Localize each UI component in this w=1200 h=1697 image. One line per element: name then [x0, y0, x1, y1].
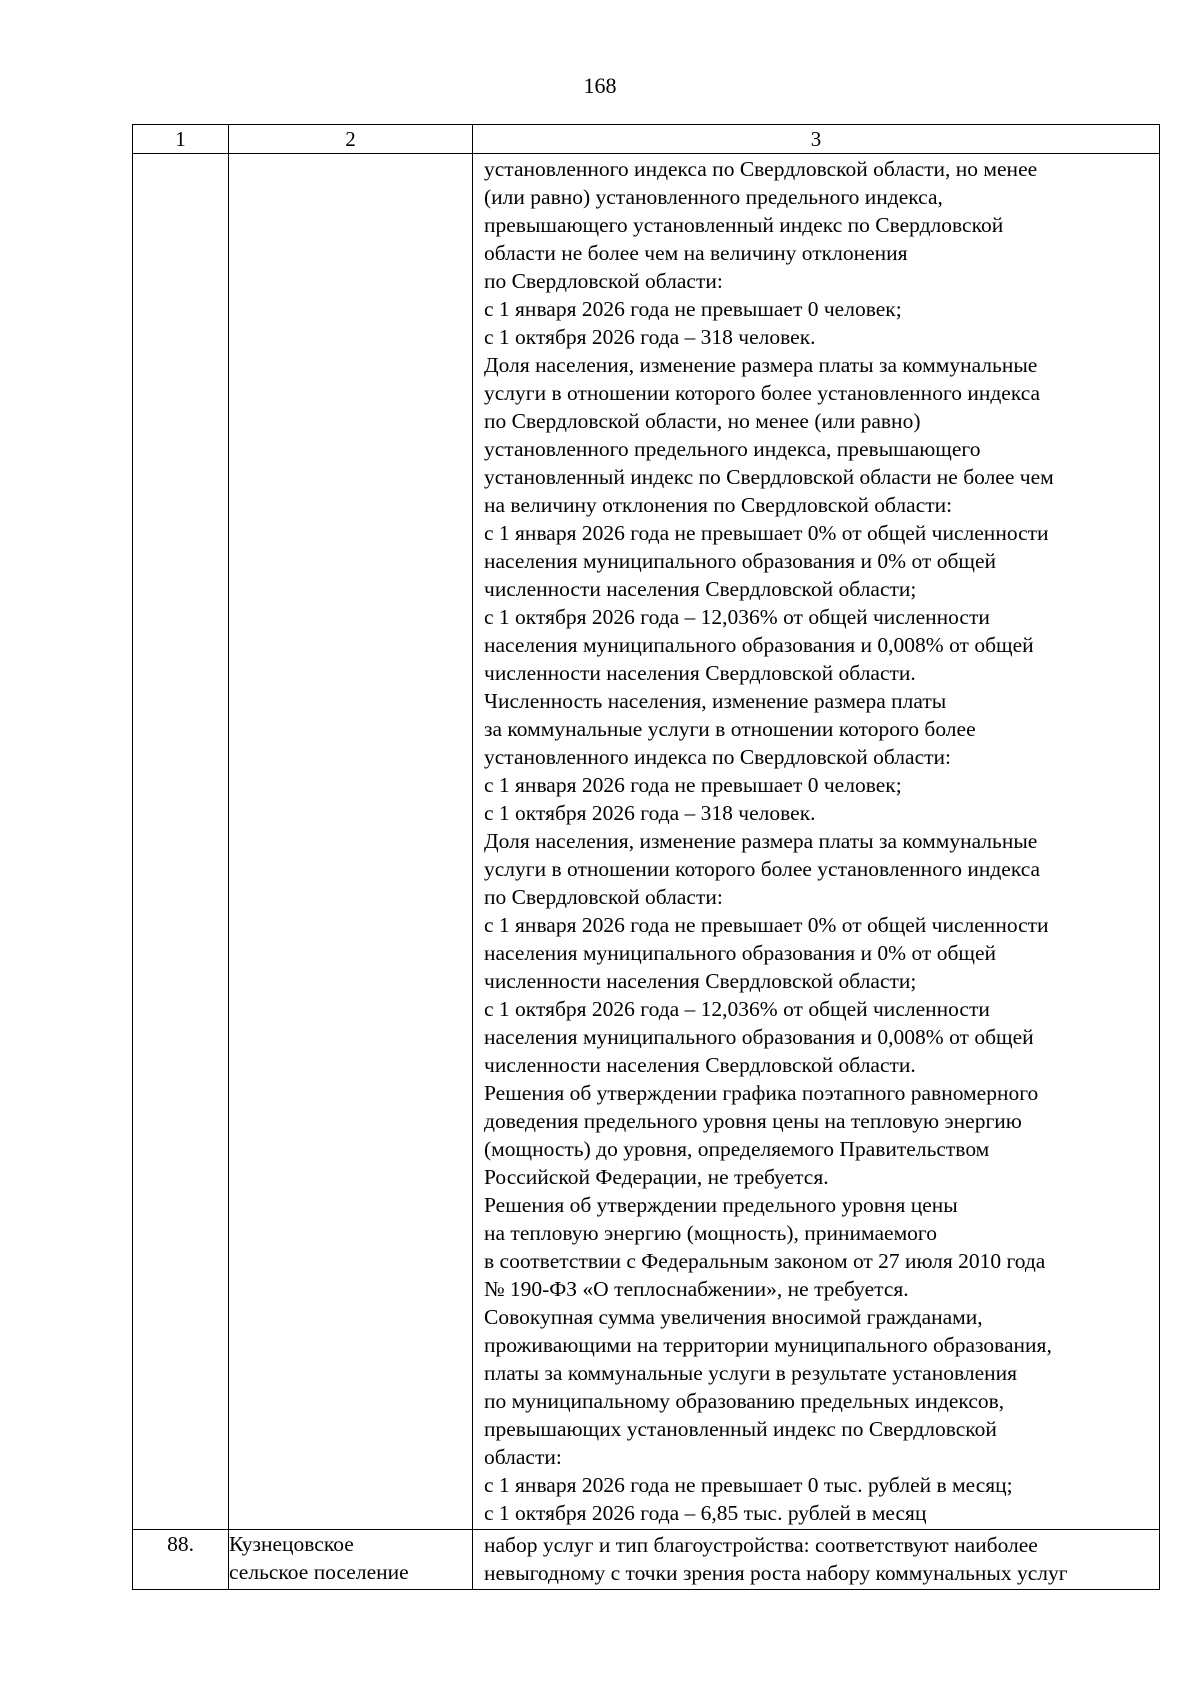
text-line: превышающего установленный индекс по Свердловской [484, 213, 1004, 237]
municipality-cell [229, 154, 473, 1530]
text-line: проживающими на территории муниципального образования, [484, 1333, 1052, 1357]
text-line: численности населения Свердловской области; [484, 969, 917, 993]
text-line: с 1 января 2026 года не превышает 0% от общей численности [484, 521, 1049, 545]
text-line: области не более чем на величину отклонения [484, 241, 908, 265]
text-line: Решения об утверждении графика поэтапного равномерного [484, 1081, 1039, 1105]
text-line: набор услуг и тип благоустройства: соответствуют наиболее [484, 1533, 1038, 1557]
text-line: Численность населения, изменение размера платы [484, 689, 947, 713]
description-text [473, 1530, 1159, 1589]
text-line: с 1 октября 2026 года – 318 человек. [484, 801, 816, 825]
text-line: населения муниципального образования и 0,008% от общей [484, 1025, 1034, 1049]
text-line: на величину отклонения по Свердловской области: [484, 493, 953, 517]
column-header-1: 1 [133, 125, 229, 154]
text-line: (мощность) до уровня, определяемого Правительством [484, 1137, 990, 1161]
text-line: невыгодному с точки зрения роста набору коммунальных услуг [484, 1561, 1068, 1585]
description-cell [473, 154, 1160, 1530]
page-number: 168 [583, 73, 617, 98]
text-line: с 1 января 2026 года не превышает 0 человек; [484, 773, 902, 797]
text-line: с 1 октября 2026 года – 12,036% от общей численности [484, 605, 990, 629]
text-line: численности населения Свердловской области. [484, 1053, 916, 1077]
text-line: с 1 октября 2026 года – 318 человек. [484, 325, 816, 349]
text-line: численности населения Свердловской области. [484, 661, 916, 685]
text-line: Доля населения, изменение размера платы за коммунальные [484, 353, 1038, 377]
text-line: установленного индекса по Свердловской области: [484, 745, 952, 769]
text-line: населения муниципального образования и 0,008% от общей [484, 633, 1034, 657]
text-line: по Свердловской области, но менее (или равно) [484, 409, 921, 433]
text-line: доведения предельного уровня цены на тепловую энергию [484, 1109, 1022, 1133]
text-line: установленный индекс по Свердловской области не более чем [484, 465, 1054, 489]
municipality-name-line: сельское поселение [229, 1560, 409, 1584]
text-line: населения муниципального образования и 0% от общей [484, 941, 996, 965]
table-row-88 [133, 1530, 1160, 1590]
text-line: Российской Федерации, не требуется. [484, 1165, 829, 1189]
municipality-name-line: Кузнецовское [229, 1532, 354, 1556]
text-line: с 1 января 2026 года не превышает 0 тыс. рублей в месяц; [484, 1473, 1013, 1497]
text-line: Решения об утверждении предельного уровня цены [484, 1193, 958, 1217]
text-line: Совокупная сумма увеличения вносимой гражданами, [484, 1305, 983, 1329]
text-line: численности населения Свердловской области; [484, 577, 917, 601]
text-line: области: [484, 1445, 562, 1469]
text-line: Доля населения, изменение размера платы за коммунальные [484, 829, 1038, 853]
description-cell [473, 1530, 1160, 1590]
text-line: с 1 января 2026 года не превышает 0% от общей численности [484, 913, 1049, 937]
text-line: услуги в отношении которого более установленного индекса [484, 857, 1041, 881]
text-line: по Свердловской области: [484, 269, 723, 293]
text-line: платы за коммунальные услуги в результате установления [484, 1361, 1018, 1385]
row-number-cell [133, 154, 229, 1530]
text-line: за коммунальные услуги в отношении которого более [484, 717, 976, 741]
text-line: с 1 октября 2026 года – 12,036% от общей численности [484, 997, 990, 1021]
data-table [132, 124, 1160, 1590]
text-line: превышающих установленный индекс по Свердловской [484, 1417, 997, 1441]
text-line: с 1 октября 2026 года – 6,85 тыс. рублей в месяц [484, 1501, 927, 1525]
text-line: по муниципальному образованию предельных индексов, [484, 1389, 1005, 1413]
column-header-2: 2 [229, 125, 473, 154]
row-number-cell: 88. [133, 1530, 229, 1590]
column-header-3: 3 [473, 125, 1160, 154]
text-line: установленного предельного индекса, превышающего [484, 437, 981, 461]
municipality-cell [229, 1530, 473, 1590]
text-line: № 190-ФЗ «О теплоснабжении», не требуется. [484, 1277, 909, 1301]
text-line: услуги в отношении которого более установленного индекса [484, 381, 1041, 405]
text-line: в соответствии с Федеральным законом от 27 июля 2010 года [484, 1249, 1046, 1273]
text-line: установленного индекса по Свердловской области, но менее [484, 157, 1038, 181]
text-line: с 1 января 2026 года не превышает 0 человек; [484, 297, 902, 321]
text-line: (или равно) установленного предельного индекса, [484, 185, 943, 209]
description-text [473, 154, 1159, 1529]
table-row-continuation [133, 154, 1160, 1530]
text-line: на тепловую энергию (мощность), принимаемого [484, 1221, 937, 1245]
text-line: населения муниципального образования и 0% от общей [484, 549, 996, 573]
text-line: по Свердловской области: [484, 885, 723, 909]
table-header-row [133, 125, 1160, 154]
